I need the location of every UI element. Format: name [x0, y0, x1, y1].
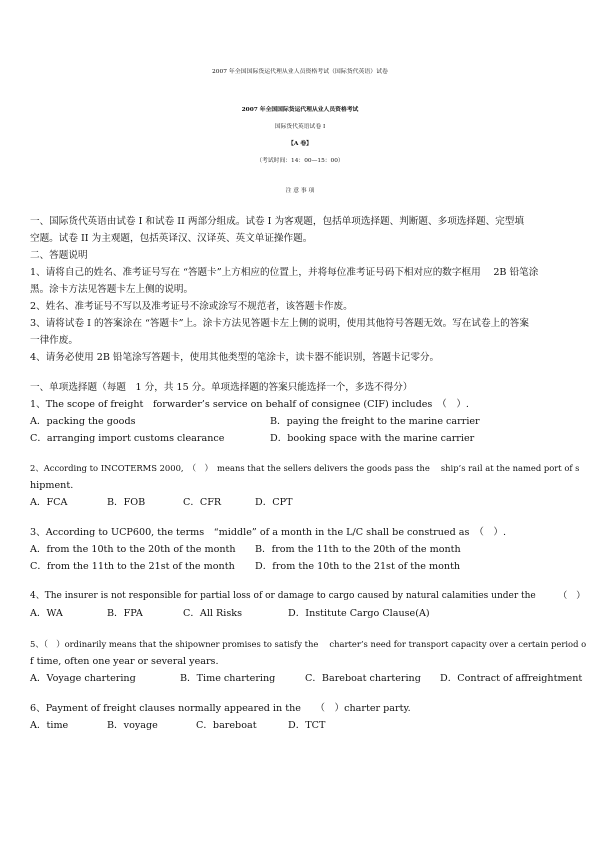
q2-option-d: D．CPT	[255, 497, 293, 508]
q4-option-c: C．All Risks	[183, 608, 243, 619]
q5-option-c: C．Bareboat chartering	[305, 673, 421, 684]
q4-option-d: D．Institute Cargo Clause(A)	[288, 608, 430, 619]
q6-option-c: C．bareboat	[196, 720, 257, 731]
q2-stem-line2: hipment.	[30, 480, 74, 491]
q4-option-b: B．FPA	[107, 608, 143, 619]
q5-stem-line1: 5、（ ）ordinarily means that the shipowner promises to satisfy the charter’s need for transport capacity over a certain period o	[30, 639, 587, 649]
q2-option-c: C．CFR	[183, 497, 222, 508]
q5-option-b: B．Time chartering	[180, 673, 276, 684]
q2-option-b: B．FOB	[107, 497, 146, 508]
q1-option-b: B．paying the freight to the marine carrier	[270, 416, 480, 427]
q4-stem: 4、The insurer is not responsible for partial loss of or damage to cargo caused by natural calamities under the （ ）	[30, 591, 586, 601]
q6-option-d: D．TCT	[288, 720, 326, 731]
header-line3: 【A 卷】	[288, 141, 312, 147]
notice-p3a: 1、请将自己的姓名、准考证号写在 “答题卡”上方相应的位置上，并将每位准考证号码下相对应的数字框用 2B 铅笔涂	[30, 267, 539, 278]
q4-option-a: A．WA	[30, 608, 63, 619]
section-heading: 一、单项选择题（每题 1 分，共 15 分。单项选择题的答案只能选择一个，多选不得分）	[30, 382, 413, 393]
q1-option-d: D．booking space with the marine carrier	[270, 433, 475, 444]
header-line1: 2007 年全国国际货运代理从业人员资格考试	[241, 107, 359, 113]
q3-option-b: B．from the 11th to the 20th of the month	[255, 544, 461, 555]
notice-p3b: 黑。涂卡方法见答题卡左上侧的说明。	[30, 284, 194, 295]
document-title: 2007 年全国国际货运代理从业人员资格考试（国际货代英语）试卷	[212, 69, 388, 75]
q5-option-a: A．Voyage chartering	[30, 673, 136, 684]
q2-option-a: A．FCA	[30, 497, 68, 508]
q6-stem: 6、Payment of freight clauses normally appeared in the （ ）charter party.	[30, 703, 411, 714]
notice-p5b: 一律作废。	[30, 335, 78, 346]
notice-p2: 二、答题说明	[30, 250, 88, 261]
q3-option-d: D．from the 10th to the 21st of the month	[255, 561, 461, 572]
header-line2: 国际货代英语试卷 I	[274, 124, 326, 130]
notice-p6: 4、请务必使用 2B 铅笔涂写答题卡，使用其他类型的笔涂卡，读卡器不能识别，答题卡记零分。	[30, 352, 440, 363]
q3-stem: 3、According to UCP600, the terms “middle” of a month in the L/C shall be construed as （ ）.	[30, 527, 507, 538]
q6-option-b: B．voyage	[107, 720, 158, 731]
q1-option-c: C．arranging import customs clearance	[30, 433, 225, 444]
notice-heading: 注 意 事 项	[285, 188, 315, 194]
notice-p4: 2、姓名、准考证号不写以及准考证号不涂或涂写不规范者，该答题卡作废。	[30, 301, 353, 312]
notice-p1a: 一、国际货代英语由试卷 I 和试卷 II 两部分组成。试卷 I 为客观题，包括单项选择题、判断题、多项选择题、完型填	[30, 216, 524, 227]
q3-option-a: A．from the 10th to the 20th of the month	[30, 544, 236, 555]
q6-option-a: A．time	[30, 720, 69, 731]
q1-stem: 1、The scope of freight forwarder’s service on behalf of consignee (CIF) includes （ ）.	[30, 399, 469, 410]
notice-p1b: 空题。试卷 II 为主观题，包括英译汉、汉译英、英文单证操作题。	[30, 233, 313, 244]
q5-stem-line2: f time, often one year or several years.	[30, 656, 219, 667]
notice-p5a: 3、请将试卷 I 的答案涂在 “答题卡”上。涂卡方法见答题卡左上侧的说明，使用其他符号答题无效。写在试卷上的答案	[30, 318, 529, 329]
q5-option-d: D．Contract of affreightment	[440, 673, 583, 684]
q2-stem-line1: 2、According to INCOTERMS 2000, （ ） means that the sellers delivers the goods pass the ship’s rail at the named port of s	[30, 463, 580, 473]
q1-option-a: A．packing the goods	[30, 416, 136, 427]
header-line4: （考试时间：14：00—15：00）	[256, 158, 344, 164]
q3-option-c: C．from the 11th to the 21st of the month	[30, 561, 235, 572]
